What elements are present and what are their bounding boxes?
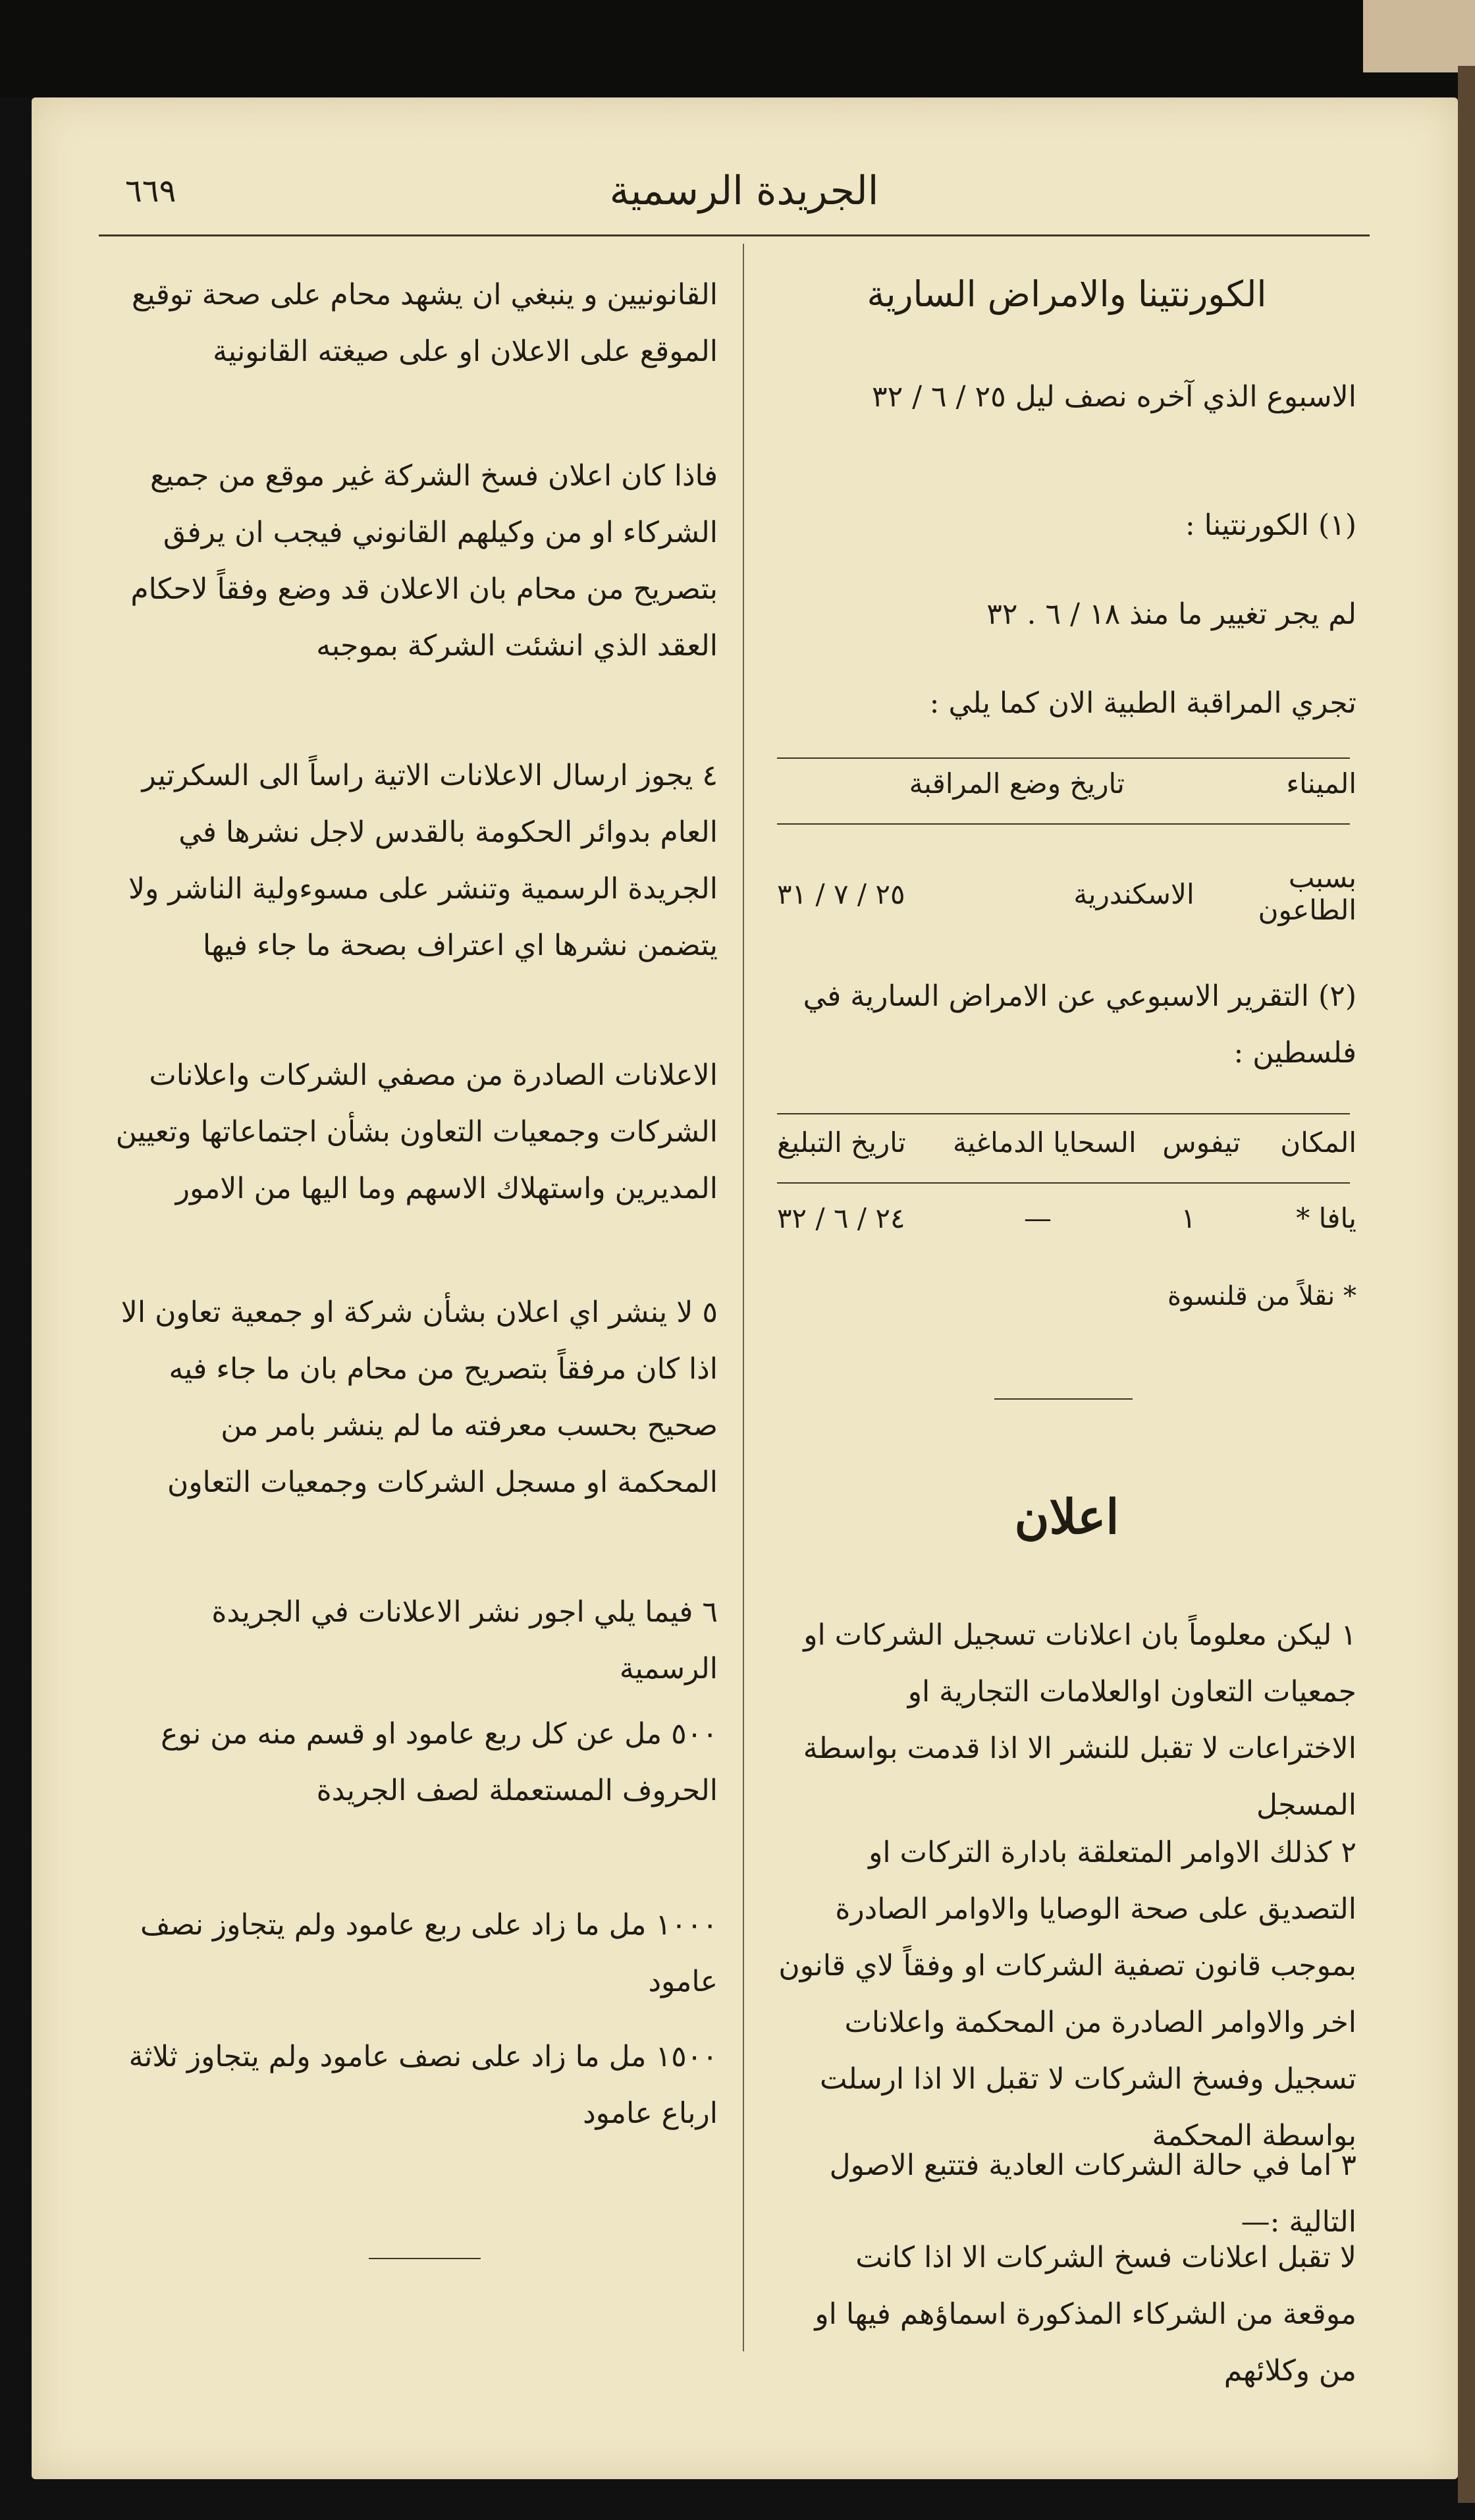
page-header-title: الجريدة الرسمية [609, 168, 879, 214]
paper-strip [1363, 0, 1475, 72]
short-divider-right [994, 1398, 1133, 1400]
table1-rule-top [777, 757, 1350, 759]
table2-footnote: * نقلاً من قلنسوة [1167, 1281, 1356, 1311]
table2-header-place: المكان [1280, 1126, 1356, 1159]
notice-paragraph-3b: لا تقبل اعلانات فسخ الشركات الا اذا كانت موقعة من الشركاء المذكورة اسماؤهم فيها او من وكلائهم [815, 2241, 1356, 2388]
table2-header [777, 1126, 1356, 1159]
table1-rule-mid [777, 823, 1350, 825]
table1-header-port: الميناء [1286, 767, 1356, 800]
table2-place: يافا * [1296, 1202, 1356, 1234]
table2-header-date: تاريخ التبليغ [777, 1126, 906, 1159]
left-paragraph-2: فاذا كان اعلان فسخ الشركة غير موقع من جميع الشركاء او من وكيلهم القانوني فيجب ان يرفق بتصريح من محام بان الاعلان قد وضع وفقاً لاحكام العقد الذي انشئت الشركة بموجبه [130, 459, 718, 663]
week-line: الاسبوع الذي آخره نصف ليل ٢٥ / ٦ / ٣٢ [871, 380, 1356, 414]
table1-cause: بسبب الطاعون [1258, 862, 1356, 926]
notice-paragraph-3: ٣ اما في حالة الشركات العادية فتتبع الاصول التالية :— [829, 2149, 1356, 2239]
table2-rule-mid [777, 1182, 1350, 1184]
left-paragraph-8: ١٠٠٠ مل ما زاد على ربع عامود ولم يتجاوز نصف عامود [140, 1908, 718, 1998]
left-paragraph-6: ٦ فيما يلي اجور نشر الاعلانات في الجريدة الرسمية [211, 1595, 718, 1685]
header-rule [99, 234, 1370, 236]
notice-paragraph-2: ٢ كذلك الاوامر المتعلقة بادارة التركات او التصديق على صحة الوصايا والاوامر الصادرة بموجب قانون تصفية الشركات او وفقاً لاي قانون اخر والاوامر الصادرة من المحكمة واعلانات تسجيل وفسخ الشركات لا تقبل الا اذا ارسلت بواسطة المحكمة [778, 1836, 1356, 2152]
notice-paragraph-1: ١ ليكن معلوماً بان اعلانات تسجيل الشركات او جمعيات التعاون اوالعلامات التجارية او الاختراعات لا تقبل للنشر الا اذا قدمت بواسطة المسجل [803, 1618, 1356, 1822]
weekly-report-heading: (٢) التقرير الاسبوعي عن الامراض السارية في فلسطين : [803, 979, 1356, 1070]
column-divider [743, 244, 744, 2351]
table2-header-meningitis: السحايا الدماغية [952, 1126, 1137, 1159]
table1-header [777, 767, 1356, 800]
left-paragraph-4: الاعلانات الصادرة من مصفي الشركات واعلانات الشركات وجمعيات التعاون بشأن اجتماعاتها وتعيين المديرين واستهلاك الاسهم وما اليها من الامور [115, 1058, 718, 1205]
table1-date: ٢٥ / ٧ / ٣١ [777, 877, 905, 910]
notice-title: اعلان [1014, 1489, 1119, 1545]
short-divider-left [369, 2258, 481, 2259]
page-number: ٦٦٩ [125, 173, 176, 209]
left-paragraph-9: ١٥٠٠ مل ما زاد على نصف عامود ولم يتجاوز ثلاثة ارباع عامود [128, 2040, 718, 2130]
table1-header-date: تاريخ وضع المراقبة [909, 767, 1125, 800]
left-paragraph-1: القانونيين و ينبغي ان يشهد محام على صحة توقيع الموقع على الاعلان او على صيغته القانونية [132, 278, 718, 368]
no-change-line: لم يجر تغيير ما منذ ١٨ / ٦ . ٣٢ [986, 597, 1356, 631]
table1-row [777, 862, 1356, 926]
table2-meningitis: — [1024, 1202, 1052, 1234]
left-paragraph-5: ٥ لا ينشر اي اعلان بشأن شركة او جمعية تعاون الا اذا كان مرفقاً بتصريح من محام بان ما جاء فيه صحيح بحسب معرفته ما لم ينشر بامر من المحكمة او مسجل الشركات وجمعيات التعاون [121, 1296, 718, 1499]
table2-row [777, 1202, 1356, 1234]
quarantine-heading: (١) الكورنتينا : [1185, 508, 1356, 542]
table2-rule-top [777, 1113, 1350, 1114]
book-edge [1458, 66, 1475, 2503]
inspection-line: تجري المراقبة الطبية الان كما يلي : [929, 686, 1356, 720]
table2-date: ٢٤ / ٦ / ٣٢ [777, 1202, 905, 1234]
table2-typhus: ١ [1181, 1202, 1196, 1234]
left-paragraph-7: ٥٠٠ مل عن كل ربع عامود او قسم منه من نوع الحروف المستعملة لصف الجريدة [161, 1717, 718, 1807]
scan-background-top [0, 0, 1475, 97]
table2-header-typhus: تيفوس [1162, 1126, 1241, 1159]
left-paragraph-3: ٤ يجوز ارسال الاعلانات الاتية راساً الى السكرتير العام بدوائر الحكومة بالقدس لاجل نشرها في الجريدة الرسمية وتنشر على مسوءولية الناشر ولا يتضمن نشرها اي اعتراف بصحة ما جاء فيها [128, 759, 718, 962]
section-title-quarantine: الكورنتينا والامراض السارية [867, 273, 1267, 315]
table1-port: الاسكندرية [1073, 877, 1194, 910]
